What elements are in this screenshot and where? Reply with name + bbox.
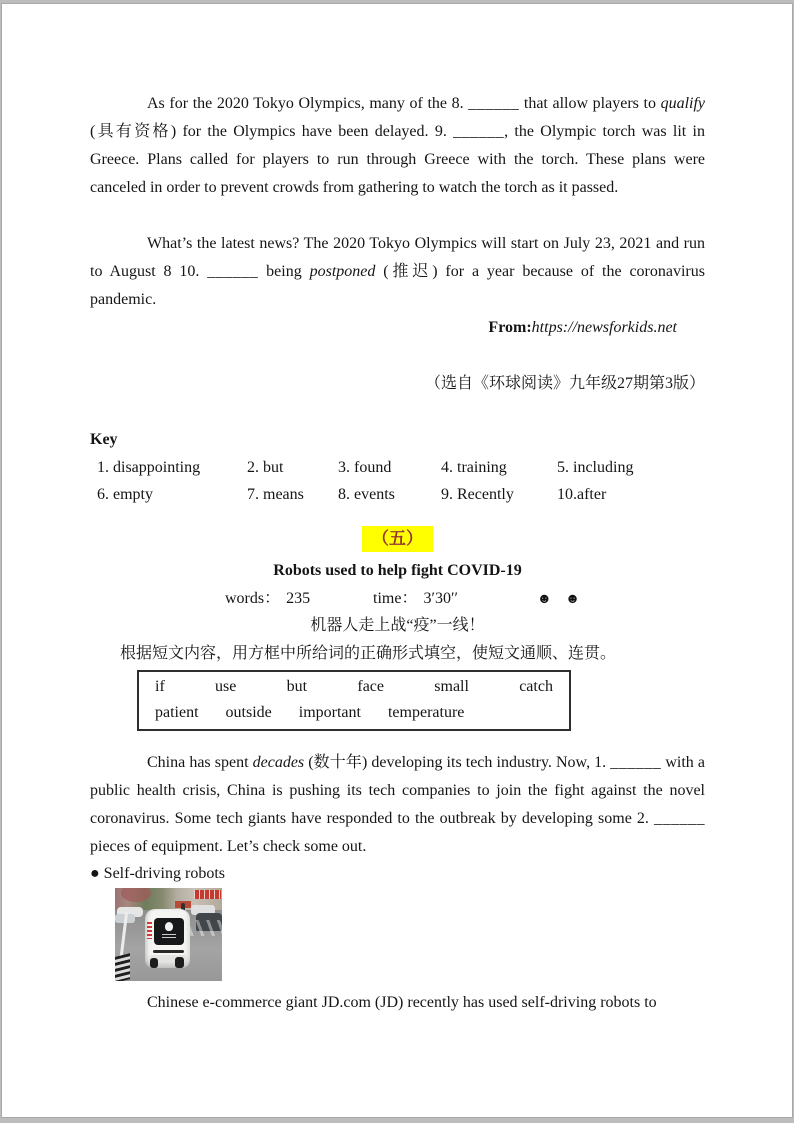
time-value: 3′30′′ <box>423 590 458 607</box>
subtitle-chinese: 机器人走上战“疫”一线！ <box>310 617 485 634</box>
text-run: China has spent <box>147 754 253 771</box>
key-answer-8: 8. events <box>338 486 395 503</box>
key-answers-row-1 <box>90 454 705 482</box>
key-answer-4: 4. training <box>441 459 507 476</box>
text-run: , the Olympic torch was lit in Greece. Plans called for players to run through Greece with the torch. These plans were canceled in order to prevent crowds from gathering to watch the torch as it passed. <box>90 123 705 196</box>
key-answers-row-2 <box>90 481 705 509</box>
key-answer-5: 5. including <box>557 459 634 476</box>
van-front-screen <box>154 918 184 945</box>
source-label: From: <box>488 319 532 336</box>
source-line <box>90 314 705 342</box>
italic-word-decades: decades <box>252 754 305 771</box>
word-bank-item: temperature <box>387 704 465 721</box>
screen-text <box>162 934 176 940</box>
robot-delivery-van <box>145 909 190 968</box>
blank-9: ______ <box>453 123 505 140</box>
smiley-face-icons: ☻ ☻ <box>537 592 585 607</box>
attribution-line <box>90 370 705 398</box>
key-answer-6: 6. empty <box>97 486 153 503</box>
word-bank-item: small <box>434 678 469 695</box>
time-limit <box>373 585 458 613</box>
van-wheel <box>175 957 184 968</box>
key-answer-3: 3. found <box>338 459 392 476</box>
blank-8: ______ <box>468 95 520 112</box>
key-answer-2: 2. but <box>247 459 284 476</box>
words-value: 235 <box>286 590 311 607</box>
word-bank-item: catch <box>519 678 553 695</box>
photo-self-driving-robot <box>115 888 222 981</box>
word-bank-item: important <box>298 704 361 721</box>
text-run: pieces of equipment. Let’s check some out. <box>90 838 367 855</box>
italic-word-postponed: postponed <box>309 263 376 280</box>
text-run: As for the 2020 Tokyo Olympics, many of the 8. <box>147 95 469 112</box>
text-run: (数十年) developing its tech industry. Now, 1. <box>304 754 611 771</box>
text-run: being <box>258 263 310 280</box>
word-bank-item: use <box>215 678 237 695</box>
document-page <box>1 3 793 1118</box>
paragraph-robots-2 <box>90 989 705 1017</box>
paragraph-olympics-2 <box>90 230 705 314</box>
italic-word-qualify: qualify <box>660 95 705 112</box>
van-wheel <box>150 958 158 968</box>
text-run: What’s the latest news? The 2020 Tokyo Olympics will start on July 23, 2021 and run to August 8 10. <box>90 235 705 280</box>
attribution-text: （选自《环球阅读》九年级27期第3版） <box>424 375 705 392</box>
red-shop-sign <box>194 890 221 899</box>
word-bank-item: but <box>286 678 308 695</box>
section-label-row <box>90 525 705 555</box>
instruction-chinese: 根据短文内容，用方框中所给词的正确形式填空，使短文通顺、连贯。 <box>120 645 617 662</box>
paragraph-olympics-1 <box>90 90 705 202</box>
key-title: Key <box>90 431 118 448</box>
van-side-text <box>147 922 152 939</box>
blank-2: ______ <box>654 810 705 827</box>
key-answer-1: 1. disappointing <box>97 459 201 476</box>
passage-meta-row <box>90 585 705 613</box>
text-run: that allow players to <box>519 95 661 112</box>
source-url: https://newsforkids.net <box>531 319 677 336</box>
time-label: time： <box>373 590 418 607</box>
blank-1: ______ <box>610 754 662 771</box>
word-bank-item: patient <box>155 704 199 721</box>
striped-curb <box>115 953 130 981</box>
text-run: with a public health crisis, China is pushing its tech companies to join the fight against the novel coronavirus. Some tech giants have responded to the outbreak by developing some 2. <box>90 754 705 827</box>
blank-10: ______ <box>207 263 259 280</box>
key-answer-7: 7. means <box>247 486 304 503</box>
word-bank-row-2 <box>139 700 569 726</box>
word-bank-box <box>137 670 571 731</box>
text-run: (推迟) for a year because of the coronavirus pandemic. <box>90 263 705 308</box>
word-bank-item: if <box>155 678 165 695</box>
van-headlight-strip <box>153 950 184 953</box>
paragraph-robots-1 <box>90 749 705 861</box>
word-bank-item: outside <box>225 704 272 721</box>
word-bank-row-1 <box>139 674 569 700</box>
section-label-highlight: （五） <box>362 526 433 552</box>
key-answer-9: 9. Recently <box>441 486 514 503</box>
words-count <box>225 585 310 613</box>
word-bank-item: face <box>357 678 384 695</box>
section-title: Robots used to help fight COVID-19 <box>273 562 522 579</box>
text-run: Chinese e-commerce giant JD.com (JD) recently has used self-driving robots to <box>147 994 657 1011</box>
words-label: words： <box>225 590 281 607</box>
bullet-self-driving-robots: ● Self-driving robots <box>90 865 225 882</box>
jd-mascot-logo <box>165 922 173 931</box>
page-content <box>90 4 705 1117</box>
text-run: (具有资格) for the Olympics have been delayed. 9. <box>90 123 454 140</box>
key-answer-10: 10.after <box>557 486 607 503</box>
